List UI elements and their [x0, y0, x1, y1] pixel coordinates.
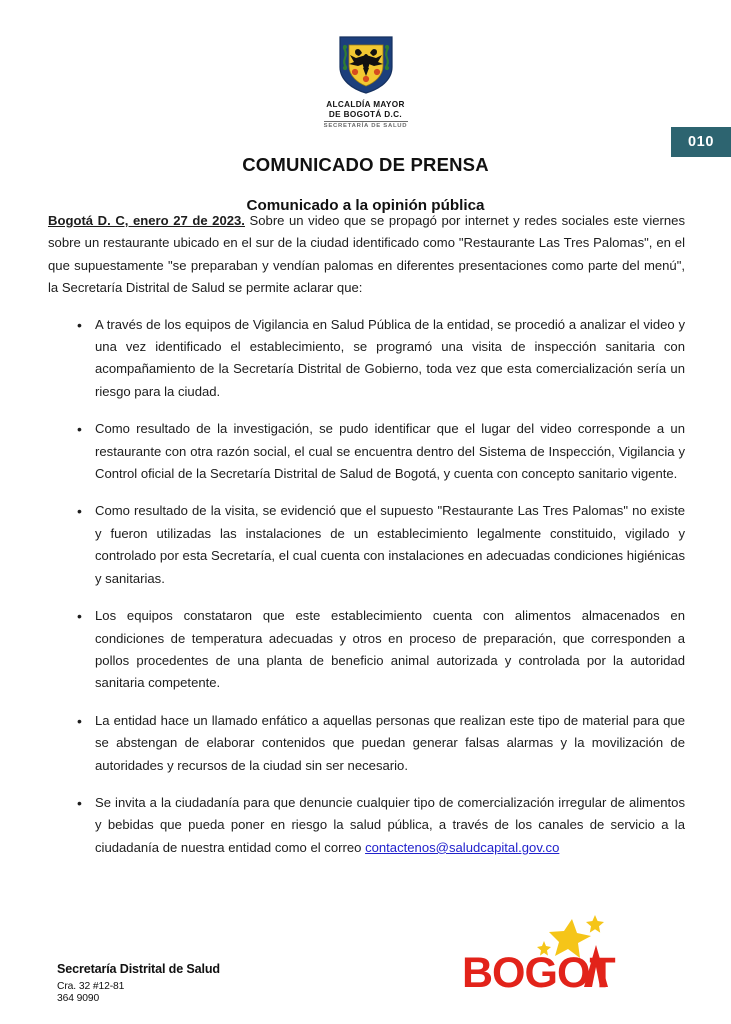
institution-name: [324, 100, 408, 119]
footer-phone: 364 9090: [57, 992, 100, 1004]
list-item-text: Se invita a la ciudadanía para que denuncie cualquier tipo de comercialización irregular de alimentos y bebidas que pueda poner en riesgo la salud pública, a través de los canales de servicio a la ciudadanía de nuestra entidad como el correo: [95, 794, 685, 855]
document-header: [0, 0, 731, 132]
bogota-logo-icon: [460, 911, 620, 997]
institution-crest-block: [324, 34, 408, 129]
dateline: Bogotá D. C, enero 27 de 2023.: [48, 213, 245, 228]
document-footer: [57, 949, 677, 1004]
list-item-text: A través de los equipos de Vigilancia en Salud Pública de la entidad, se procedió a analizar el video y una vez identificado el establecimiento, se programó una visita de inspección sanitaria con acompañamiento de la Secretaría Distrital de Gobierno, toda vez que esta comercialización sería un riesgo para la ciudad.: [95, 316, 685, 399]
list-item: [48, 418, 685, 485]
list-item: [48, 792, 685, 859]
list-item-text: Como resultado de la visita, se evidenció que el supuesto "Restaurante Las Tres Palomas" no existe y fueron utilizadas las instalaciones de un establecimiento legalmente constituido, vigilado y controlado por esta Secretaría, el cual cuenta con instalaciones en adecuadas condiciones higiénicas y sanitarias.: [95, 503, 685, 586]
institution-subtitle: SECRETARÍA DE SALUD: [323, 123, 408, 130]
svg-text:BOGOT: BOGOT: [462, 949, 615, 997]
list-item: [48, 605, 685, 695]
list-item-text: Los equipos constataron que este establecimiento cuenta con alimentos almacenados en condiciones de temperatura adecuadas y otros en proceso de preparación, que corresponden a pollos procedentes de una planta de beneficio animal autorizada y controlada por la autoridad sanitaria competente.: [95, 608, 685, 691]
document-body: [48, 210, 685, 874]
lead-body-text: Sobre un video que se propagó por internet y redes sociales este viernes sobre un restaurante ubicado en el sur de la ciudad identificado como "Restaurante Las Tres Palomas", en el que supuestamente "se preparaban y vendían palomas en diferentes presentaciones como parte del menú", la Secretaría Distrital de Salud se permite aclarar que:: [48, 213, 686, 296]
institution-line-1: ALCALDÍA MAYOR: [326, 100, 405, 109]
document-number-badge: 010: [671, 127, 731, 157]
bogota-brand-logo: [460, 911, 620, 1002]
list-item: [48, 710, 685, 777]
list-item-text: La entidad hace un llamado enfático a aquellas personas que realizan este tipo de material para que se abstengan de elaborar contenidos que puedan generar falsas alarmas y la movilización de autoridades y recursos de la ciudad sin ser necesario.: [95, 712, 685, 773]
crest-divider: [324, 121, 408, 122]
footer-address: Cra. 32 #12-81: [57, 981, 125, 993]
page-subtitle: Comunicado a la opinión pública: [246, 197, 485, 215]
clarification-list: [48, 314, 685, 860]
list-item: [48, 314, 685, 404]
list-item: [48, 500, 685, 590]
contact-email-link[interactable]: contactenos@saludcapital.gov.co: [365, 839, 560, 855]
footer-organization: Secretaría Distrital de Salud: [57, 962, 220, 977]
bogota-coat-of-arms-icon: [336, 34, 396, 96]
lead-paragraph: [48, 210, 685, 300]
page-title: COMUNICADO DE PRENSA: [242, 154, 489, 176]
list-item-text: Como resultado de la investigación, se pudo identificar que el lugar del video corresponde a un restaurante con otra razón social, el cual se encuentra dentro del Sistema de Inspección, Vigilancia y Control oficial de la Secretaría Distrital de Salud de Bogotá, y cuenta con concepto sanitario vigente.: [95, 421, 685, 482]
institution-line-2: DE BOGOTÁ D.C.: [328, 109, 403, 119]
